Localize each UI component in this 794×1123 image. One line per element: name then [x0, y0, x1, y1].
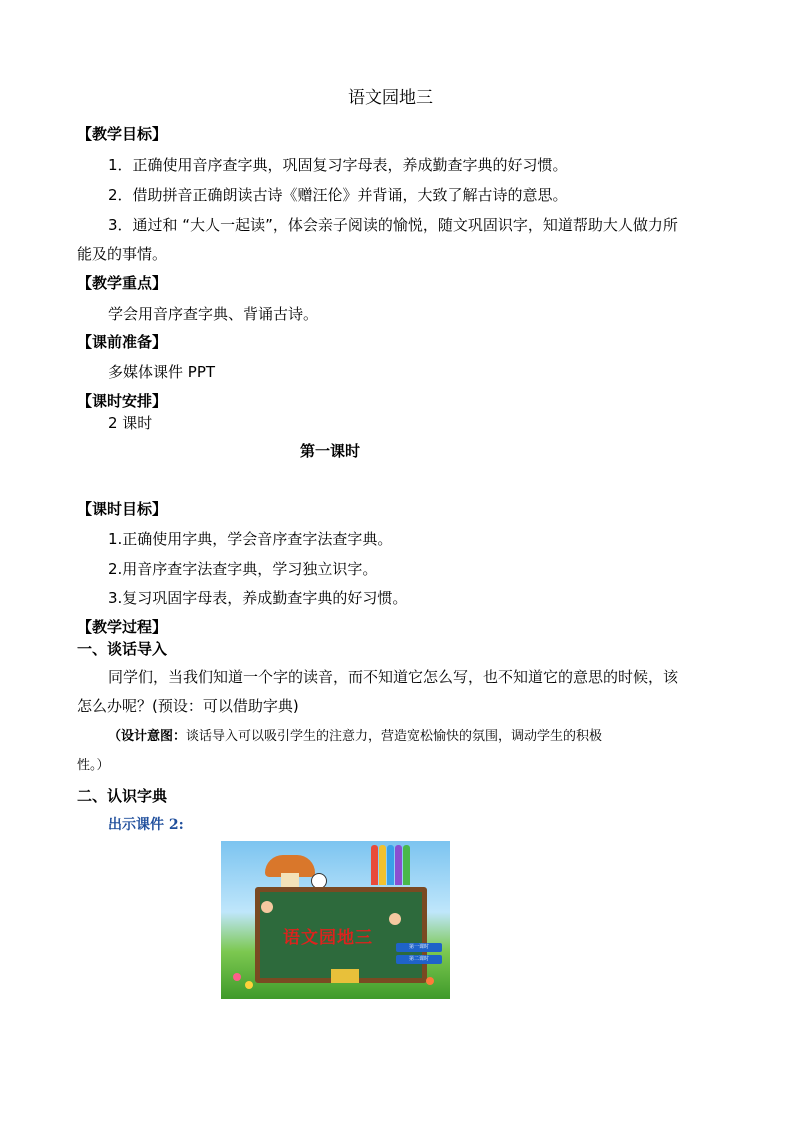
- step-2-heading: 二、认识字典: [77, 787, 168, 805]
- books-icon: [331, 969, 359, 983]
- crayon-icon: [379, 845, 386, 885]
- crayon-icon: [403, 845, 410, 885]
- heading-lesson-objectives: 【课时目标】: [77, 500, 168, 518]
- crayon-icon: [371, 845, 378, 885]
- lesson-objective-3: 3.复习巩固字母表，养成勤查字典的好习惯。: [108, 589, 408, 607]
- lesson-objective-1: 1.正确使用字典，学会音序查字法查字典。: [108, 530, 393, 548]
- step-1-heading: 一、谈话导入: [77, 640, 168, 658]
- heading-key-points: 【教学重点】: [77, 274, 168, 292]
- preparation-text: 多媒体课件 PPT: [108, 363, 216, 381]
- slide-lesson-1-button: 第一课时: [396, 943, 442, 952]
- design-intent-line2: 性。）: [77, 758, 110, 773]
- heading-schedule: 【课时安排】: [77, 392, 168, 410]
- objective-2: 2．借助拼音正确朗读古诗《赠汪伦》并背诵，大致了解古诗的意思。: [108, 186, 568, 204]
- slide-lesson-2-button: 第二课时: [396, 955, 442, 964]
- flower-icon: [426, 977, 434, 985]
- flower-icon: [233, 973, 241, 981]
- crayon-icon: [395, 845, 402, 885]
- girl-figure-icon: [389, 913, 401, 925]
- slide-thumbnail: [221, 841, 450, 999]
- lesson-objective-2: 2.用音序查字法查字典，学习独立识字。: [108, 560, 378, 578]
- objective-3-line1: 3．通过和 “大人一起读”，体会亲子阅读的愉悦，随文巩固识字，知道帮助大人做力所: [108, 216, 678, 234]
- lesson-title: 第一课时: [300, 442, 361, 460]
- page-title: 语文园地三: [348, 88, 433, 108]
- design-intent-label: （设计意图：: [108, 729, 187, 744]
- key-point-text: 学会用音序查字典、背诵古诗。: [108, 305, 319, 323]
- crayon-icon: [387, 845, 394, 885]
- heading-preparation: 【课前准备】: [77, 333, 168, 351]
- step-1-paragraph-line2: 怎么办呢？(预设：可以借助字典): [77, 697, 299, 715]
- heading-objectives: 【教学目标】: [77, 125, 168, 143]
- slide-title: 语文园地三: [283, 928, 373, 948]
- boy-figure-icon: [261, 901, 273, 913]
- show-slide-label: 出示课件 2:: [108, 817, 184, 833]
- flower-icon: [245, 981, 253, 989]
- schedule-text: 2 课时: [108, 414, 153, 432]
- objective-3-line2: 能及的事情。: [77, 245, 168, 263]
- design-intent-line1: [108, 727, 602, 747]
- objective-1: 1．正确使用音序查字典，巩固复习字母表，养成勤查字典的好习惯。: [108, 156, 568, 174]
- heading-process: 【教学过程】: [77, 618, 168, 636]
- step-1-paragraph-line1: 同学们，当我们知道一个字的读音，而不知道它怎么写，也不知道它的意思的时候，该: [108, 668, 679, 686]
- design-intent-text: 谈话导入可以吸引学生的注意力，营造宽松愉快的氛围，调动学生的积极: [186, 729, 603, 744]
